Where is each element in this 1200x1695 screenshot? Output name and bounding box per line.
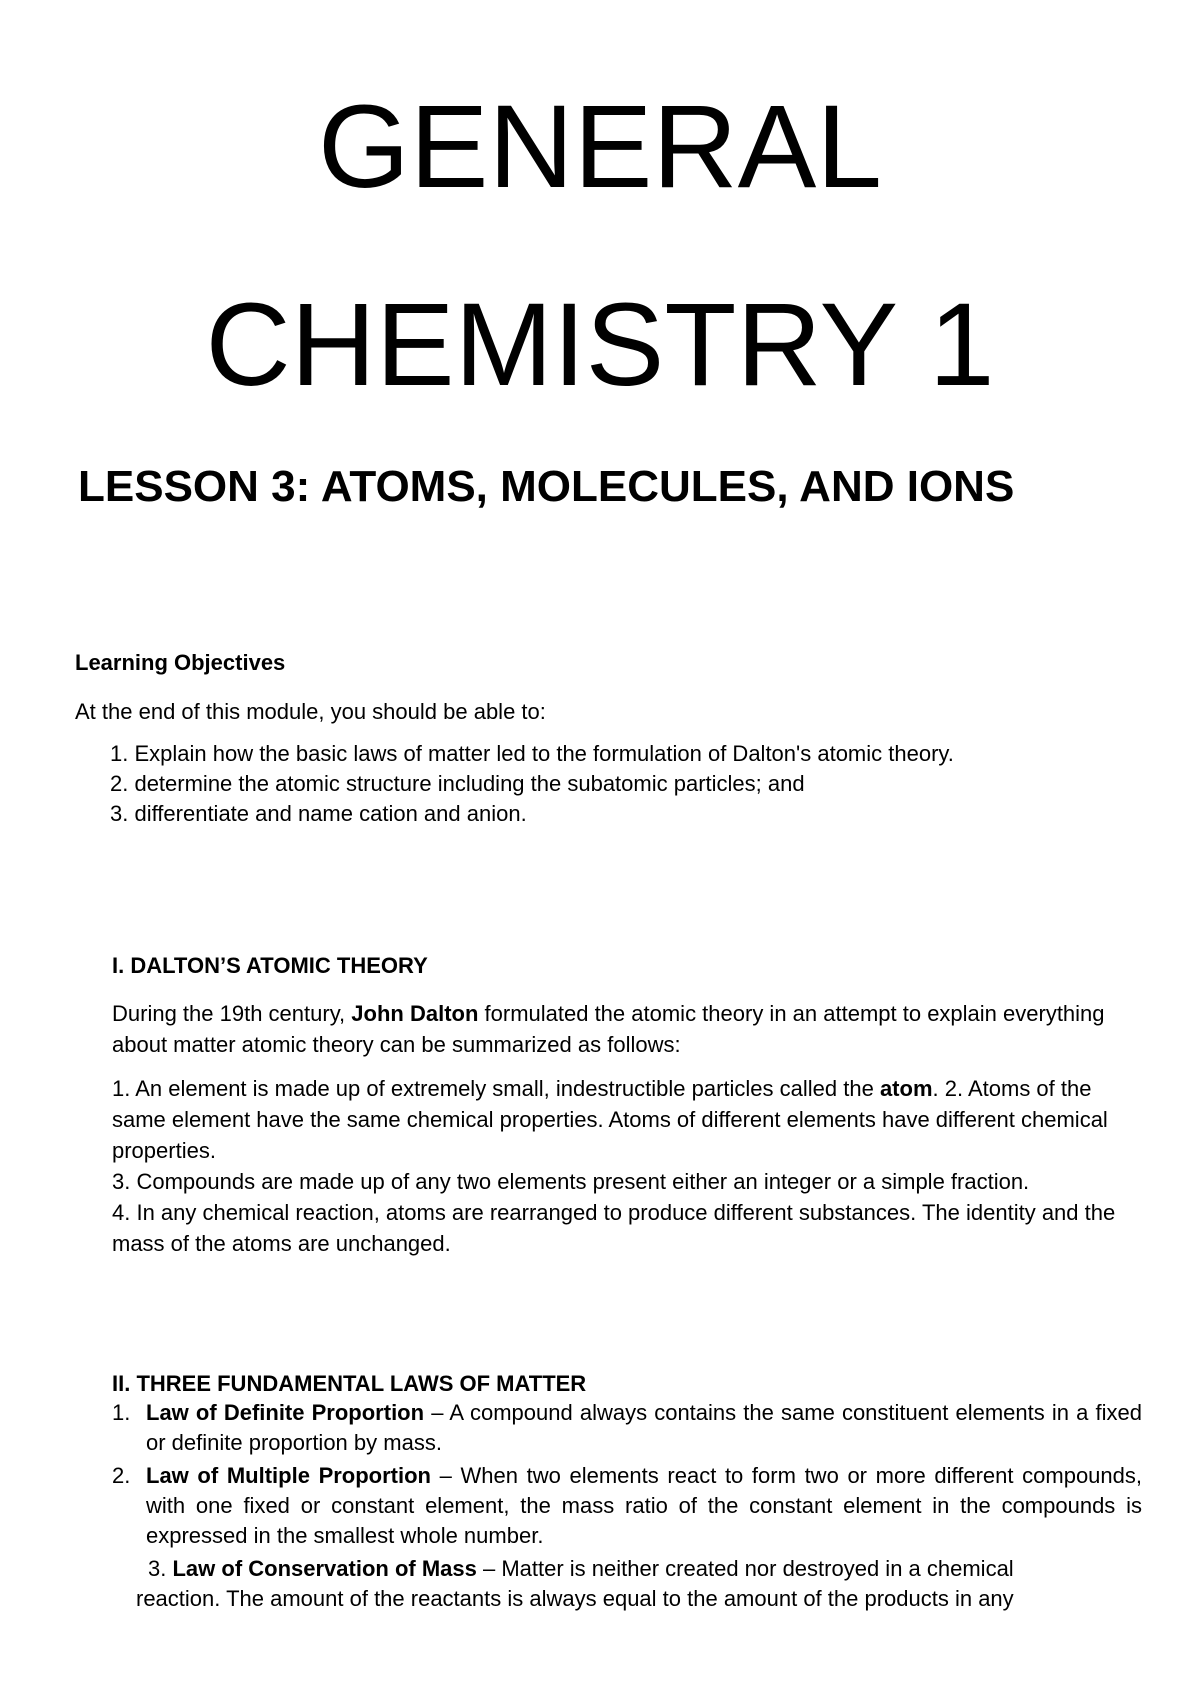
- law-text: – A compound always contains the same constituent elements in a fixed or definite proportion by mass.: [146, 1400, 1142, 1455]
- dalton-point-3: 3. Compounds are made up of any two elements present either an integer or a simple fraction.: [112, 1169, 1030, 1194]
- p1-text-post: formulated the atomic theory in an attempt to explain everything about matter atomic theory can be summarized as follows:: [112, 1001, 1105, 1057]
- p2-text-post: . 2. Atoms of the same element have the same chemical properties. Atoms of different elements have different chemical properties.: [112, 1076, 1108, 1163]
- law-item: [112, 1461, 1142, 1551]
- p1-text-pre: During the 19th century,: [112, 1001, 352, 1026]
- law-item: [112, 1398, 1142, 1458]
- p2-text-pre: 1. An element is made up of extremely small, indestructible particles called the: [112, 1076, 880, 1101]
- title-line-1: GENERAL: [318, 81, 882, 213]
- p1-bold-name: John Dalton: [351, 1001, 479, 1026]
- p2-bold-term: atom: [879, 1076, 933, 1101]
- law-number: 1.: [112, 1400, 131, 1425]
- objectives-heading: Learning Objectives: [75, 650, 286, 675]
- law-text: – When two elements react to form two or more different compounds, with one fixed or constant element, the mass ratio of the constant element in the compounds is expressed in the smallest whole number.: [146, 1463, 1142, 1548]
- objectives-intro: At the end of this module, you should be able to:: [75, 699, 546, 724]
- section-1-heading: I. DALTON’S ATOMIC THEORY: [112, 953, 428, 978]
- law-text: – Matter is neither created nor destroyed in a chemical: [476, 1556, 1014, 1581]
- section-1-paragraph: [112, 998, 1132, 1060]
- law-text-continued: reaction. The amount of the reactants is always equal to the amount of the products in any: [136, 1586, 1014, 1611]
- lesson-heading: LESSON 3: ATOMS, MOLECULES, AND IONS: [78, 462, 1015, 511]
- law-number: 3.: [148, 1556, 167, 1581]
- law-name: Law of Multiple Proportion: [146, 1463, 431, 1488]
- objective-item: 2. determine the atomic structure including the subatomic particles; and: [110, 771, 805, 796]
- dalton-point-1-2: [112, 1073, 1132, 1166]
- title-line-2: CHEMISTRY 1: [205, 279, 995, 411]
- law-item: [136, 1554, 1136, 1614]
- objective-item: 3. differentiate and name cation and anion.: [110, 801, 527, 826]
- section-2-heading: II. THREE FUNDAMENTAL LAWS OF MATTER: [112, 1371, 587, 1396]
- law-name: Law of Definite Proportion: [146, 1400, 425, 1425]
- law-number: 2.: [112, 1463, 131, 1488]
- objective-item: 1. Explain how the basic laws of matter led to the formulation of Dalton's atomic theory.: [110, 741, 954, 766]
- dalton-point-4: 4. In any chemical reaction, atoms are rearranged to produce different substances. The identity and the mass of the atoms are unchanged.: [112, 1200, 1116, 1256]
- law-name: Law of Conservation of Mass: [172, 1556, 477, 1581]
